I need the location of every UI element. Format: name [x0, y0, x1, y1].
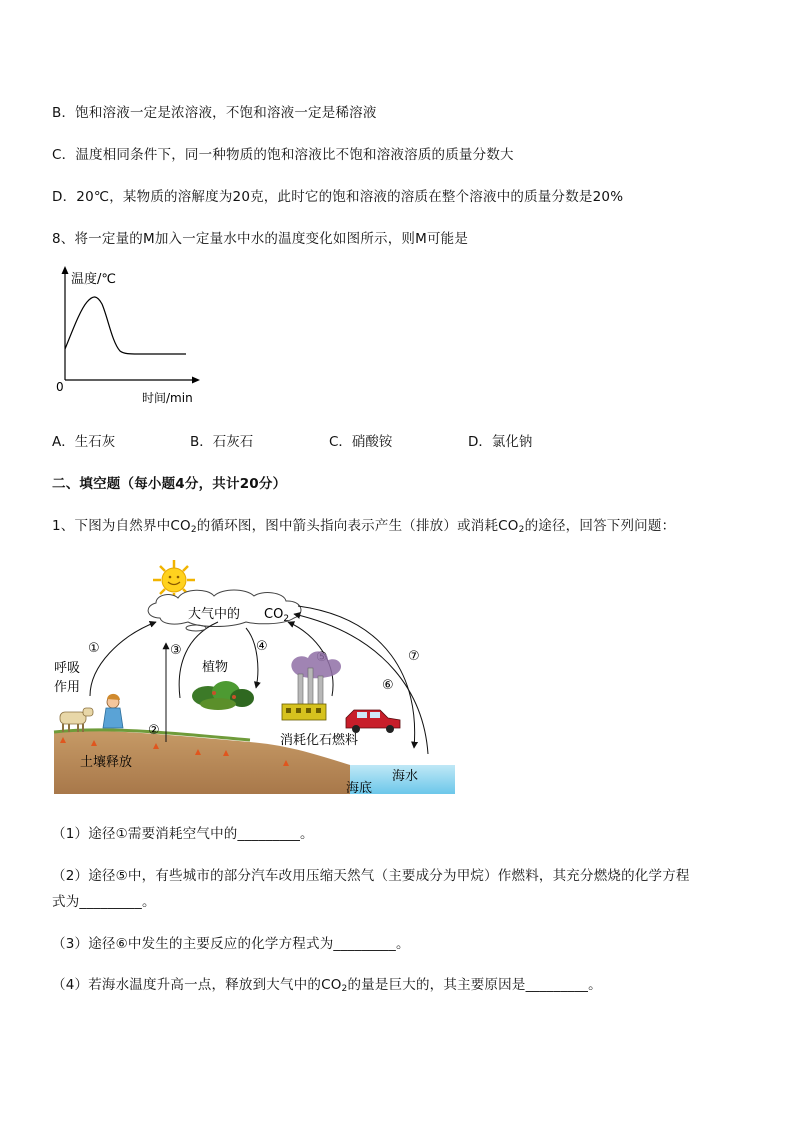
plants-label: 植物	[202, 660, 229, 675]
option-a-quicklime: A．生石灰	[52, 434, 116, 450]
y-axis-arrow	[62, 266, 69, 274]
temperature-curve	[65, 297, 186, 354]
soil-release-label: 土壤释放	[80, 755, 133, 770]
path-label-4: ④	[256, 639, 268, 654]
sub-question-3: （3）途径⑥中发生的主要反应的化学方程式为_________。	[52, 936, 410, 952]
path-label-6: ⑥	[382, 678, 394, 693]
y-axis-label: 温度/℃	[71, 272, 116, 287]
cow-icon	[60, 708, 93, 732]
option-d: D．20℃，某物质的溶解度为20克，此时它的饱和溶液的溶质在整个溶液中的质量分数是20%	[52, 189, 624, 205]
cloud-label: 大气中的	[188, 607, 241, 622]
question-8-stem: 8、将一定量的M加入一定量水中水的温度变化如图所示，则M可能是	[52, 231, 469, 247]
co2-label: $CO_2$	[264, 607, 290, 624]
temperature-time-graph	[50, 262, 210, 408]
cloud-inlet	[186, 625, 206, 631]
respiration-label-2: 作用	[54, 680, 81, 695]
sub-question-2-line-1: （2）途径⑤中，有些城市的部分汽车改用压缩天然气（主要成分为甲烷）作燃料，其充分燃烧的化学方程	[52, 868, 690, 884]
sub-question-1: （1）途径①需要消耗空气中的_________。	[52, 826, 314, 842]
sub-question-2-line-2: 式为_________。	[52, 894, 156, 910]
path-label-1: ①	[88, 641, 100, 656]
x-axis-arrow	[192, 377, 200, 384]
co2-cycle-diagram	[50, 556, 458, 798]
option-c-ammonium-nitrate: C．硝酸铵	[329, 434, 393, 450]
fossil-fuel-label: 消耗化石燃料	[280, 733, 359, 748]
question-1-stem: 1、下图为自然界中$CO_2$的循环图，图中箭头指向表示产生（排放）或消耗$CO_2$的途径，回答下列问题：	[52, 518, 676, 535]
option-b-limestone: B．石灰石	[190, 434, 254, 450]
question-8-options	[52, 430, 652, 450]
factory-icon	[282, 651, 341, 720]
plants-icon	[192, 681, 254, 710]
arrow-plants-absorb	[246, 628, 258, 688]
path-label-7: ⑦	[408, 649, 420, 664]
option-c: C．温度相同条件下，同一种物质的饱和溶液比不饱和溶液溶质的质量分数大	[52, 147, 514, 163]
origin-label: 0	[56, 380, 64, 394]
sub-question-4: （4）若海水温度升高一点，释放到大气中的$CO_2$的量是巨大的，其主要原因是_________。	[52, 977, 602, 994]
seawater-label: 海水	[392, 769, 419, 784]
path-label-2: ②	[148, 723, 160, 738]
section-heading: 二、填空题（每小题4分，共计20分）	[52, 476, 287, 492]
respiration-label-1: 呼吸	[54, 661, 81, 676]
path-label-3: ③	[170, 643, 182, 658]
option-d-sodium-chloride: D．氯化钠	[468, 434, 533, 450]
car-icon	[346, 710, 400, 733]
person-icon	[103, 694, 123, 728]
option-b: B．饱和溶液一定是浓溶液，不饱和溶液一定是稀溶液	[52, 105, 377, 121]
arrow-respiration	[90, 622, 156, 696]
x-axis-label: 时间/min	[142, 391, 193, 405]
seabed-label: 海底	[346, 781, 373, 796]
